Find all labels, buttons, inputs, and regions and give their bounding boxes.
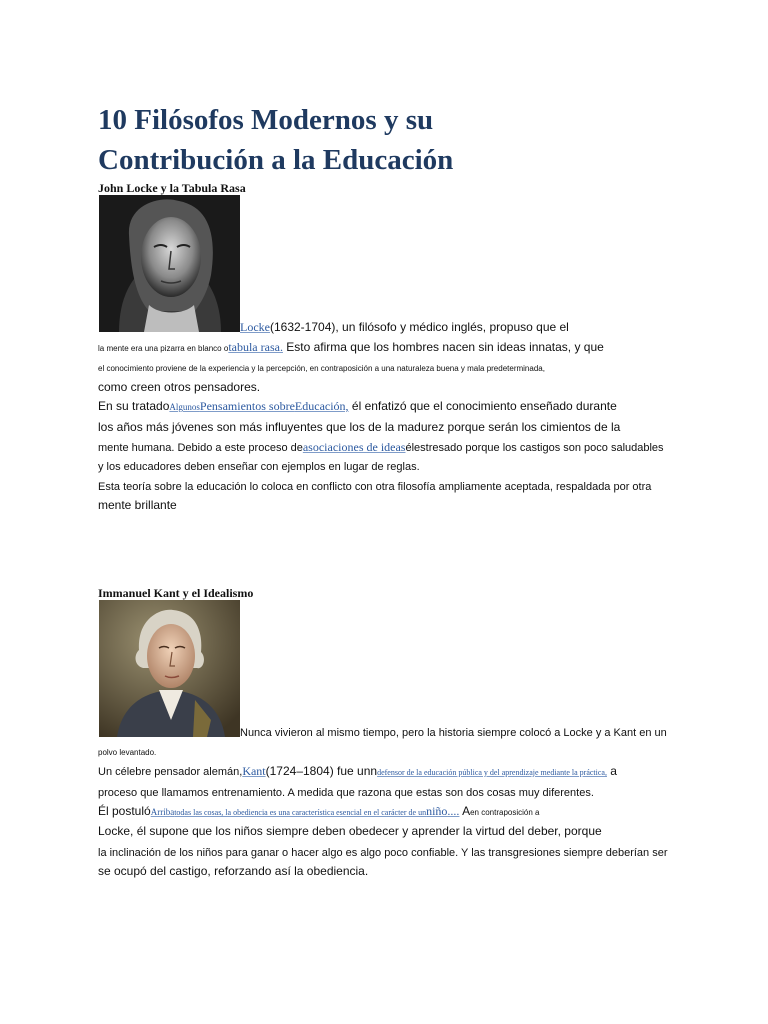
nino-link[interactable]: niño (426, 804, 448, 818)
kant-line-2: polvo levantado. (98, 748, 157, 757)
educacion-link[interactable]: Educación, (294, 399, 349, 413)
tabula-rasa-link[interactable]: tabula rasa. (228, 340, 283, 354)
arriba-link[interactable]: Arriba (150, 807, 175, 817)
algunos-link[interactable]: Algunos (169, 402, 200, 412)
kant-heading: Immanuel Kant y el Idealismo (98, 586, 254, 600)
kant-line-8: se ocupó del castigo, reforzando así la obediencia. (98, 864, 369, 878)
kant-portrait (99, 600, 240, 737)
kant-line-6: Locke, él supone que los niños siempre deben obedecer y aprender la virtud del deber, porque (98, 824, 602, 838)
locke-line-5: En su tratadoAlgunosPensamientos sobreEducación, él enfatizó que el conocimiento enseñado durante (98, 399, 617, 413)
locke-portrait-icon (99, 195, 240, 332)
locke-line-6: los años más jóvenes son más influyentes que los de la madurez porque serán los cimientos de la (98, 420, 621, 434)
locke-line-1: Locke(1632-1704), un filósofo y médico inglés, propuso que el (240, 320, 569, 334)
locke-line-8: y los educadores deben enseñar con ejemplos en lugar de reglas. (98, 461, 420, 473)
page-title (98, 100, 453, 180)
defensor-link[interactable]: defensor de la educación pública y del aprendizaje mediante la práctica, (377, 768, 607, 777)
pensamientos-link[interactable]: Pensamientos sobre (199, 399, 295, 413)
asociaciones-link[interactable]: asociaciones de ideas (302, 440, 406, 454)
obediencia-link[interactable]: todas las cosas, la obediencia es una característica esencial en el carácter de un (174, 808, 427, 817)
locke-line-9: Esta teoría sobre la educación lo coloca en conflicto con otra filosofía ampliamente aceptada, respaldada por otra (98, 481, 652, 493)
kant-portrait-icon (99, 600, 240, 737)
locke-line-7: mente humana. Debido a este proceso deasociaciones de ideasélestresado porque los castigos son poco saludables (98, 440, 664, 454)
locke-line-3: el conocimiento proviene de la experiencia y la percepción, en contraposición a una naturaleza buena y mala predeterminada, (98, 364, 545, 373)
kant-line-3: Un célebre pensador alemán,Kant(1724–1804) fue unndefensor de la educación pública y del aprendizaje mediante la práctica, a (98, 764, 617, 778)
kant-link[interactable]: Kant (242, 764, 266, 778)
locke-portrait (99, 195, 240, 332)
locke-line-2: la mente era una pizarra en blanco otabula rasa. Esto afirma que los hombres nacen sin ideas innatas, y que (98, 340, 604, 354)
ellipsis-link[interactable]: .... (447, 804, 460, 818)
locke-line-10: mente brillante (98, 498, 177, 512)
title-line-1: 10 Filósofos Modernos y su (98, 104, 434, 136)
kant-line-4: proceso que llamamos entrenamiento. A medida que razona que estas son dos cosas muy diferentes. (98, 787, 594, 799)
kant-line-7: la inclinación de los niños para ganar o hacer algo es algo poco confiable. Y las transgresiones siempre deberían ser (98, 847, 668, 859)
title-line-2: Contribución a la Educación (98, 144, 454, 176)
locke-heading: John Locke y la Tabula Rasa (98, 181, 246, 195)
kant-line-1: Nunca vivieron al mismo tiempo, pero la historia siempre colocó a Locke y a Kant en un (240, 727, 667, 739)
locke-line-4: como creen otros pensadores. (98, 380, 261, 394)
kant-line-5: Él postulóArribatodas las cosas, la obediencia es una característica esencial en el carácter de unniño.... Aen contraposición a (98, 804, 540, 818)
locke-link[interactable]: Locke (240, 320, 270, 334)
